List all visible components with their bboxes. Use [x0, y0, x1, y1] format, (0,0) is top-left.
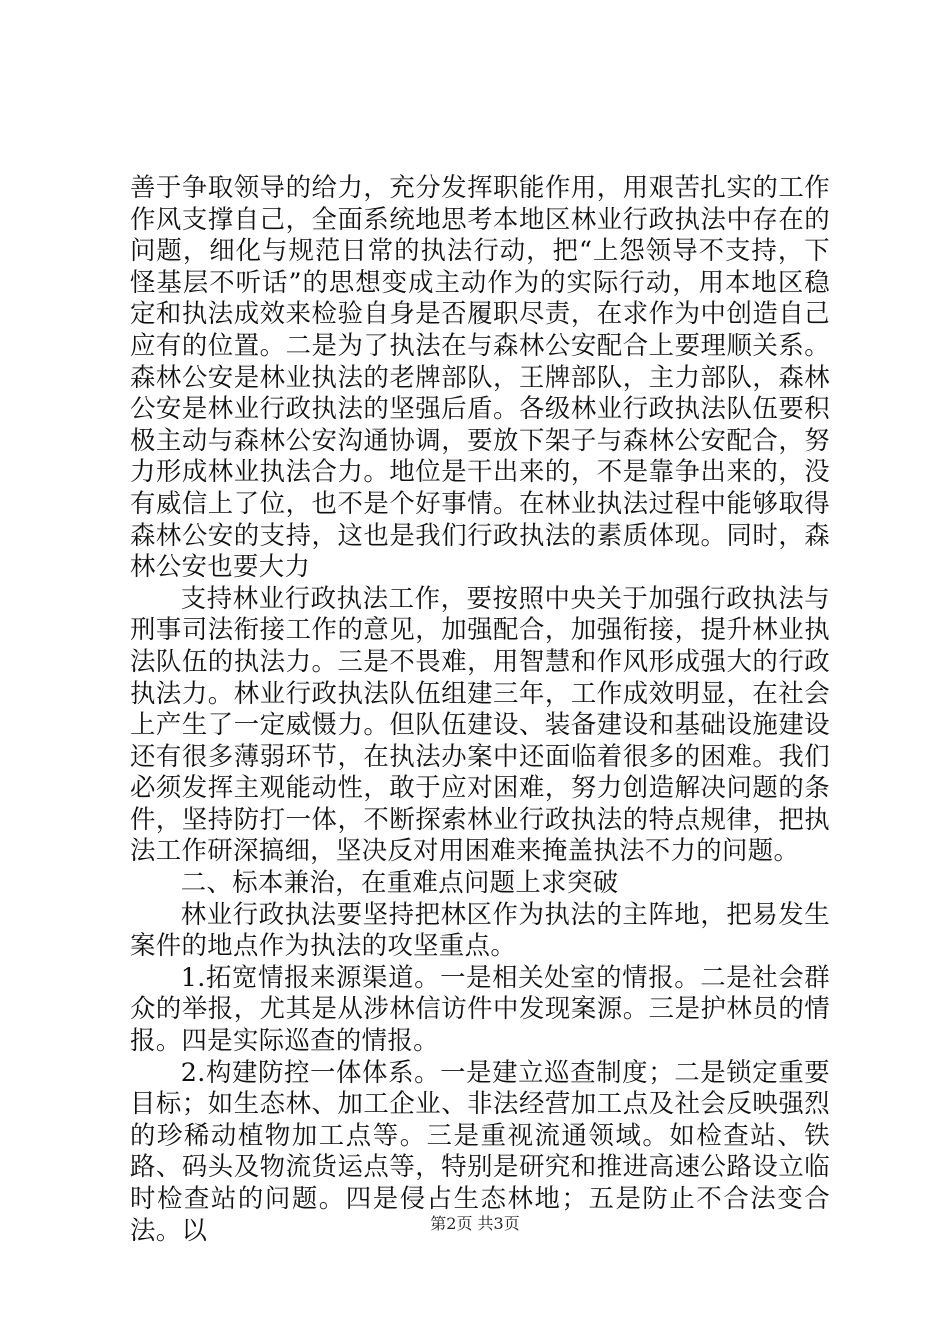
paragraph: 支持林业行政执法工作，要按照中央关于加强行政执法与刑事司法衔接工作的意见，加强配合，加强衔接，提升林业执法队伍的执法力。三是不畏难，用智慧和作风形成强大的行政执法力。林业行政执法队伍组建三年，工作成效明显，在社会上产生了一定威慑力。但队伍建设、装备建设和基础设施建设还有很多薄弱环节，在执法办案中还面临着很多的困难。我们必须发挥主观能动性，敢于应对困难，努力创造解决问题的条件，坚持防打一体，不断探索林业行政执法的特点规律，把执法工作研深搞细，坚决反对用困难来掩盖执法不力的问题。 [130, 582, 830, 866]
list-item: 1.拓宽情报来源渠道。一是相关处室的情报。二是社会群众的举报，尤其是从涉林信访件中发现案源。三是护林员的情报。四是实际巡查的情报。 [130, 961, 830, 1056]
page-number: 第2页 共3页 [430, 1214, 520, 1233]
paragraph: 善于争取领导的给力，充分发挥职能作用，用艰苦扎实的工作作风支撑自己，全面系统地思考本地区林业行政执法中存在的问题，细化与规范日常的执法行动，把“上怨领导不支持，下怪基层不听话”的思想变成主动作为的实际行动，用本地区稳定和执法成效来检验自身是否履职尽责，在求作为中创造自己应有的位置。二是为了执法在与森林公安配合上要理顺关系。森林公安是林业执法的老牌部队，王牌部队，主力部队，森林公安是林业行政执法的坚强后盾。各级林业行政执法队伍要积极主动与森林公安沟通协调，要放下架子与森林公安配合，努力形成林业执法合力。地位是干出来的，不是靠争出来的，没有威信上了位，也不是个好事情。在林业执法过程中能够取得森林公安的支持，这也是我们行政执法的素质体现。同时，森林公安也要大力 [130, 172, 830, 582]
section-heading: 二、标本兼治，在重难点问题上求突破 [180, 867, 619, 898]
list-item: 2.构建防控一体体系。一是建立巡查制度；二是锁定重要目标；如生态林、加工企业、非法经营加工点及社会反映强烈的珍稀动植物加工点等。三是重视流通领域。如检查站、铁路、码头及物流货运点等，特别是研究和推进高速公路设立临时检查站的问题。四是侵占生态林地；五是防止不合法变合法。以 [130, 1056, 830, 1245]
paragraph: 林业行政执法要坚持把林区作为执法的主阵地，把易发生案件的地点作为执法的攻坚重点。 [130, 898, 830, 961]
document-body [130, 172, 830, 1246]
